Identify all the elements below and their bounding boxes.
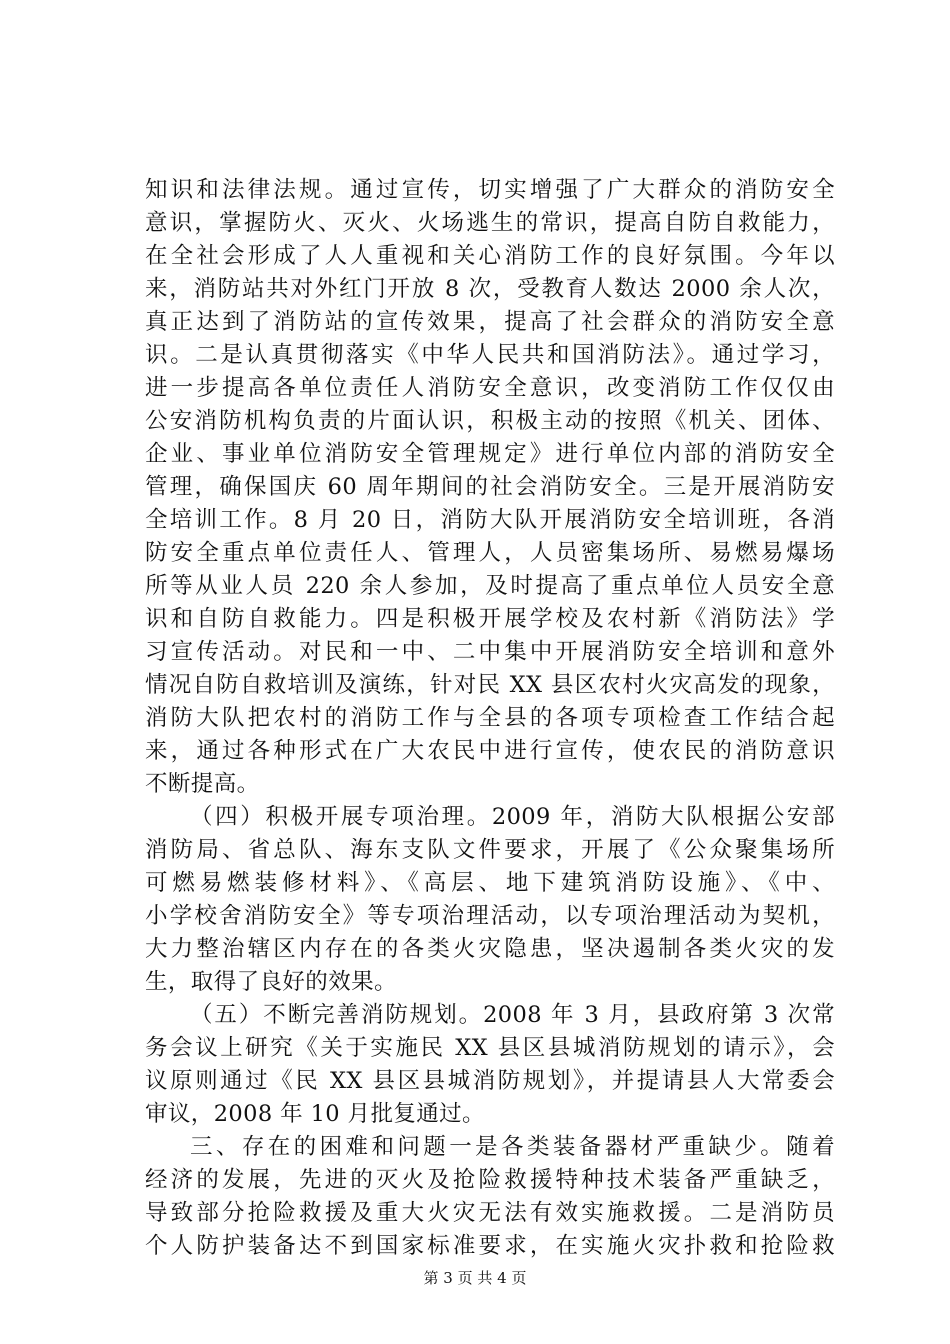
text-line: 经济的发展，先进的灭火及抢险救援特种技术装备严重缺乏， <box>145 1167 835 1193</box>
text-line: 小学校舍消防安全》等专项治理活动，以专项治理活动为契机， <box>145 903 835 929</box>
text-line: 全培训工作。8 月 20 日，消防大队开展消防安全培训班，各消 <box>145 507 835 533</box>
text-line: 知识和法律法规。通过宣传，切实增强了广大群众的消防安全 <box>145 177 835 203</box>
paragraph-end-line: 不断提高。 <box>145 771 260 797</box>
text-line: 管理，确保国庆 60 周年期间的社会消防安全。三是开展消防安 <box>145 474 835 500</box>
page-number-footer: 第 3 页 共 4 页 <box>423 1269 527 1287</box>
paragraph-end-line: 审议，2008 年 10 月批复通过。 <box>145 1101 485 1127</box>
text-line: 来，通过各种形式在广大农民中进行宣传，使农民的消防意识 <box>145 738 835 764</box>
text-line: 可燃易燃装修材料》、《高层、地下建筑消防设施》、《中、 <box>145 870 835 896</box>
text-line: 导致部分抢险救援及重大火灾无法有效实施救援。二是消防员 <box>145 1200 835 1226</box>
section-heading-line: 三、存在的困难和问题一是各类装备器材严重缺少。随着 <box>190 1134 835 1160</box>
text-line: 议原则通过《民 XX 县区县城消防规划》，并提请县人大常委会 <box>145 1068 835 1094</box>
text-line: 消防局、省总队、海东支队文件要求，开展了《公众聚集场所 <box>145 837 835 863</box>
text-line: 企业、事业单位消防安全管理规定》进行单位内部的消防安全 <box>145 441 835 467</box>
text-line: 意识，掌握防火、灭火、火场逃生的常识，提高自防自救能力， <box>145 210 835 236</box>
section-heading-line: （五）不断完善消防规划。2008 年 3 月，县政府第 3 次常 <box>190 1002 835 1028</box>
text-line: 公安消防机构负责的片面认识，积极主动的按照《机关、团体、 <box>145 408 835 434</box>
text-line: 来，消防站共对外红门开放 8 次，受教育人数达 2000 余人次， <box>145 276 835 302</box>
text-line: 识和自防自救能力。四是积极开展学校及农村新《消防法》学 <box>145 606 835 632</box>
text-line: 所等从业人员 220 余人参加，及时提高了重点单位人员安全意 <box>145 573 835 599</box>
text-line: 个人防护装备达不到国家标准要求，在实施火灾扑救和抢险救 <box>145 1233 835 1259</box>
text-line: 防安全重点单位责任人、管理人，人员密集场所、易燃易爆场 <box>145 540 835 566</box>
text-line: 消防大队把农村的消防工作与全县的各项专项检查工作结合起 <box>145 705 835 731</box>
text-line: 在全社会形成了人人重视和关心消防工作的良好氛围。今年以 <box>145 243 835 269</box>
text-line: 大力整治辖区内存在的各类火灾隐患，坚决遏制各类火灾的发 <box>145 936 835 962</box>
text-line: 真正达到了消防站的宣传效果，提高了社会群众的消防安全意 <box>145 309 835 335</box>
paragraph-end-line: 生，取得了良好的效果。 <box>145 969 397 995</box>
section-heading-line: （四）积极开展专项治理。2009 年，消防大队根据公安部 <box>190 804 835 830</box>
body-text <box>145 174 835 1263</box>
text-line: 进一步提高各单位责任人消防安全意识，改变消防工作仅仅由 <box>145 375 835 401</box>
text-line: 识。二是认真贯彻落实《中华人民共和国消防法》。通过学习， <box>145 342 835 368</box>
text-line: 情况自防自救培训及演练，针对民 XX 县区农村火灾高发的现象， <box>145 672 835 698</box>
text-line: 务会议上研究《关于实施民 XX 县区县城消防规划的请示》，会 <box>145 1035 835 1061</box>
text-line: 习宣传活动。对民和一中、二中集中开展消防安全培训和意外 <box>145 639 835 665</box>
